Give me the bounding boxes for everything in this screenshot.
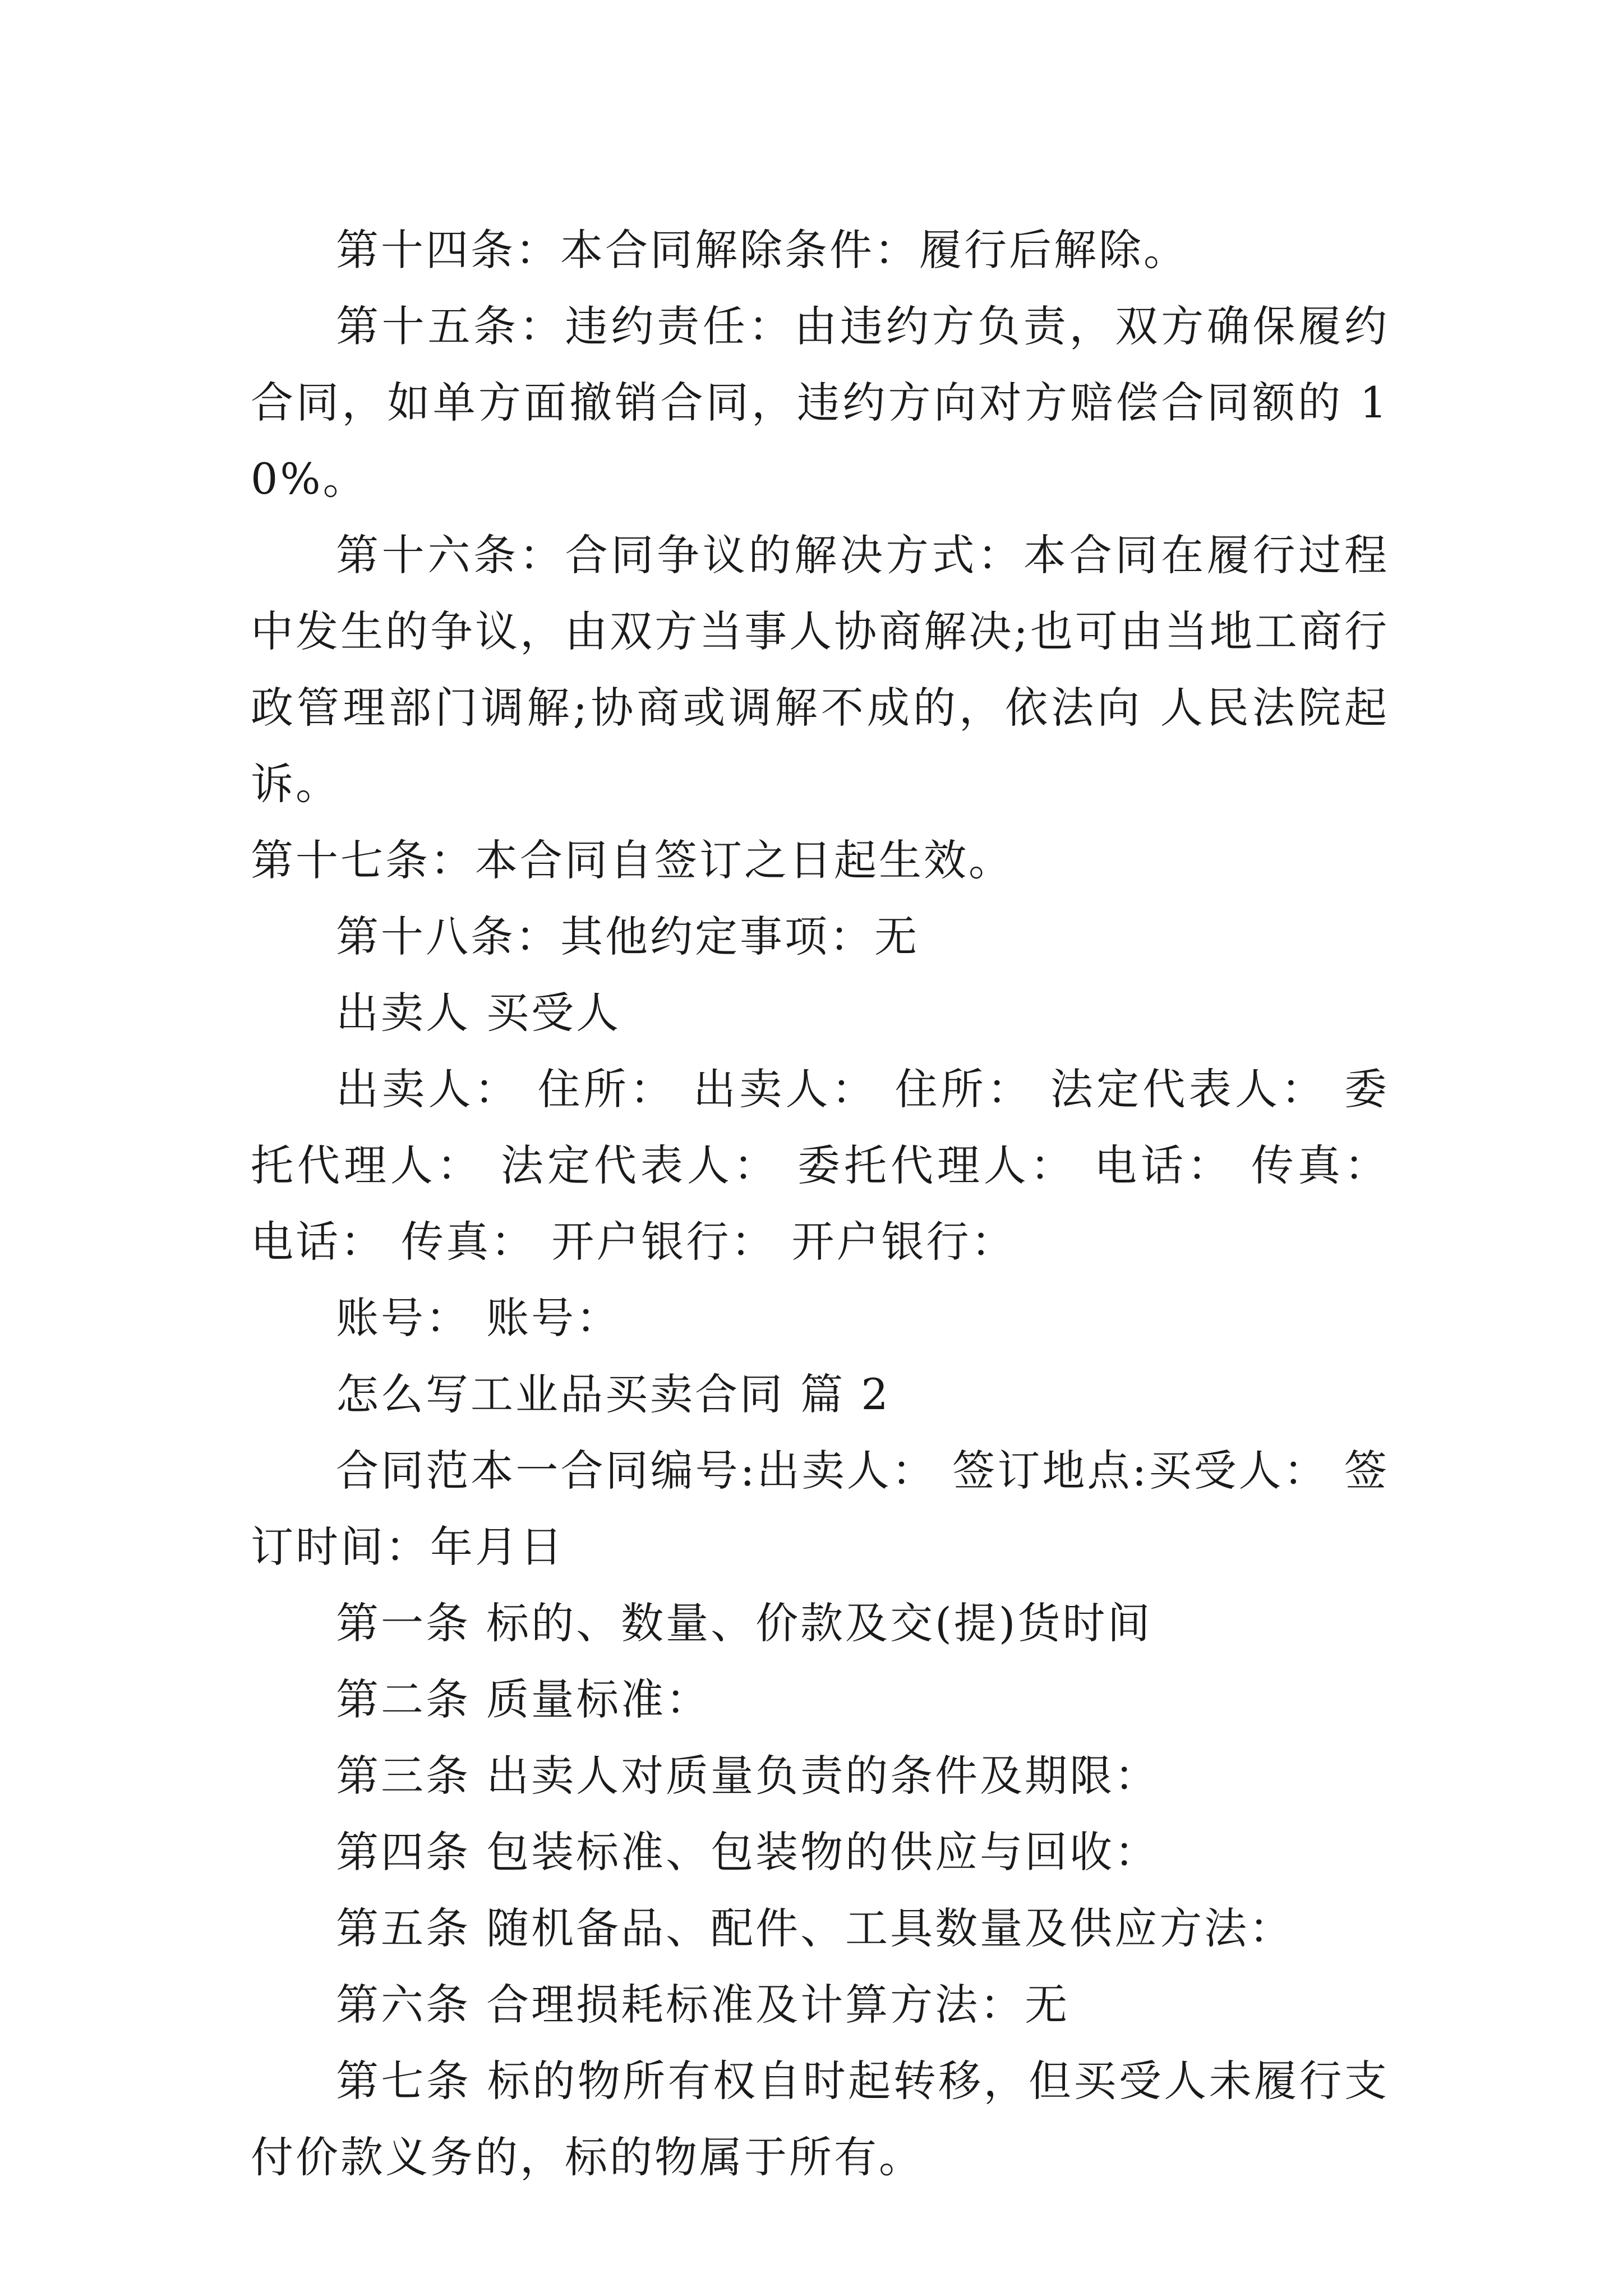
article-3: 第三条 出卖人对质量负责的条件及期限： — [336, 1751, 1160, 1801]
article-2: 第二条 质量标准： — [336, 1674, 711, 1724]
account-line: 账号： 账号： — [336, 1293, 621, 1343]
clause-18: 第十八条：其他约定事项：无 — [336, 912, 919, 961]
document-body — [251, 212, 1389, 2196]
article-7: 第七条 标的物所有权自时起转移，但买受人未履行支付价款义务的，标的物属于所有。 — [251, 2056, 1389, 2182]
article-6: 第六条 合理损耗标准及计算方法：无 — [336, 1980, 1070, 2030]
clause-16: 第十六条：合同争议的解决方式：本合同在履行过程中发生的争议，由双方当事人协商解决;也可由当地工商行政管理部门调解;协商或调解不成的，依法向 人民法院起诉。 — [251, 530, 1389, 809]
party-details: 出卖人： 住所： 出卖人： 住所： 法定代表人： 委托代理人： 法定代表人： 委托代理人： 电话： 传真： 电话： 传真： 开户银行： 开户银行： — [251, 1064, 1389, 1267]
clause-15: 第十五条：违约责任：由违约方负责，双方确保履约合同，如单方面撤销合同，违约方向对方赔偿合同额的 10%。 — [251, 301, 1389, 504]
clause-14: 第十四条：本合同解除条件：履行后解除。 — [336, 225, 1188, 275]
clause-17: 第十七条：本合同自签订之日起生效。 — [251, 835, 1013, 885]
article-5: 第五条 随机备品、配件、工具数量及供应方法： — [336, 1903, 1294, 1953]
article-1: 第一条 标的、数量、价款及交(提)货时间 — [336, 1598, 1152, 1648]
section-heading: 怎么写工业品买卖合同 篇 2 — [336, 1369, 891, 1419]
contract-header-info: 合同范本一合同编号:出卖人： 签订地点:买受人： 签订时间：年月日 — [251, 1446, 1389, 1572]
parties-header: 出卖人 买受人 — [336, 988, 621, 1038]
article-4: 第四条 包装标准、包装物的供应与回收： — [336, 1827, 1160, 1877]
